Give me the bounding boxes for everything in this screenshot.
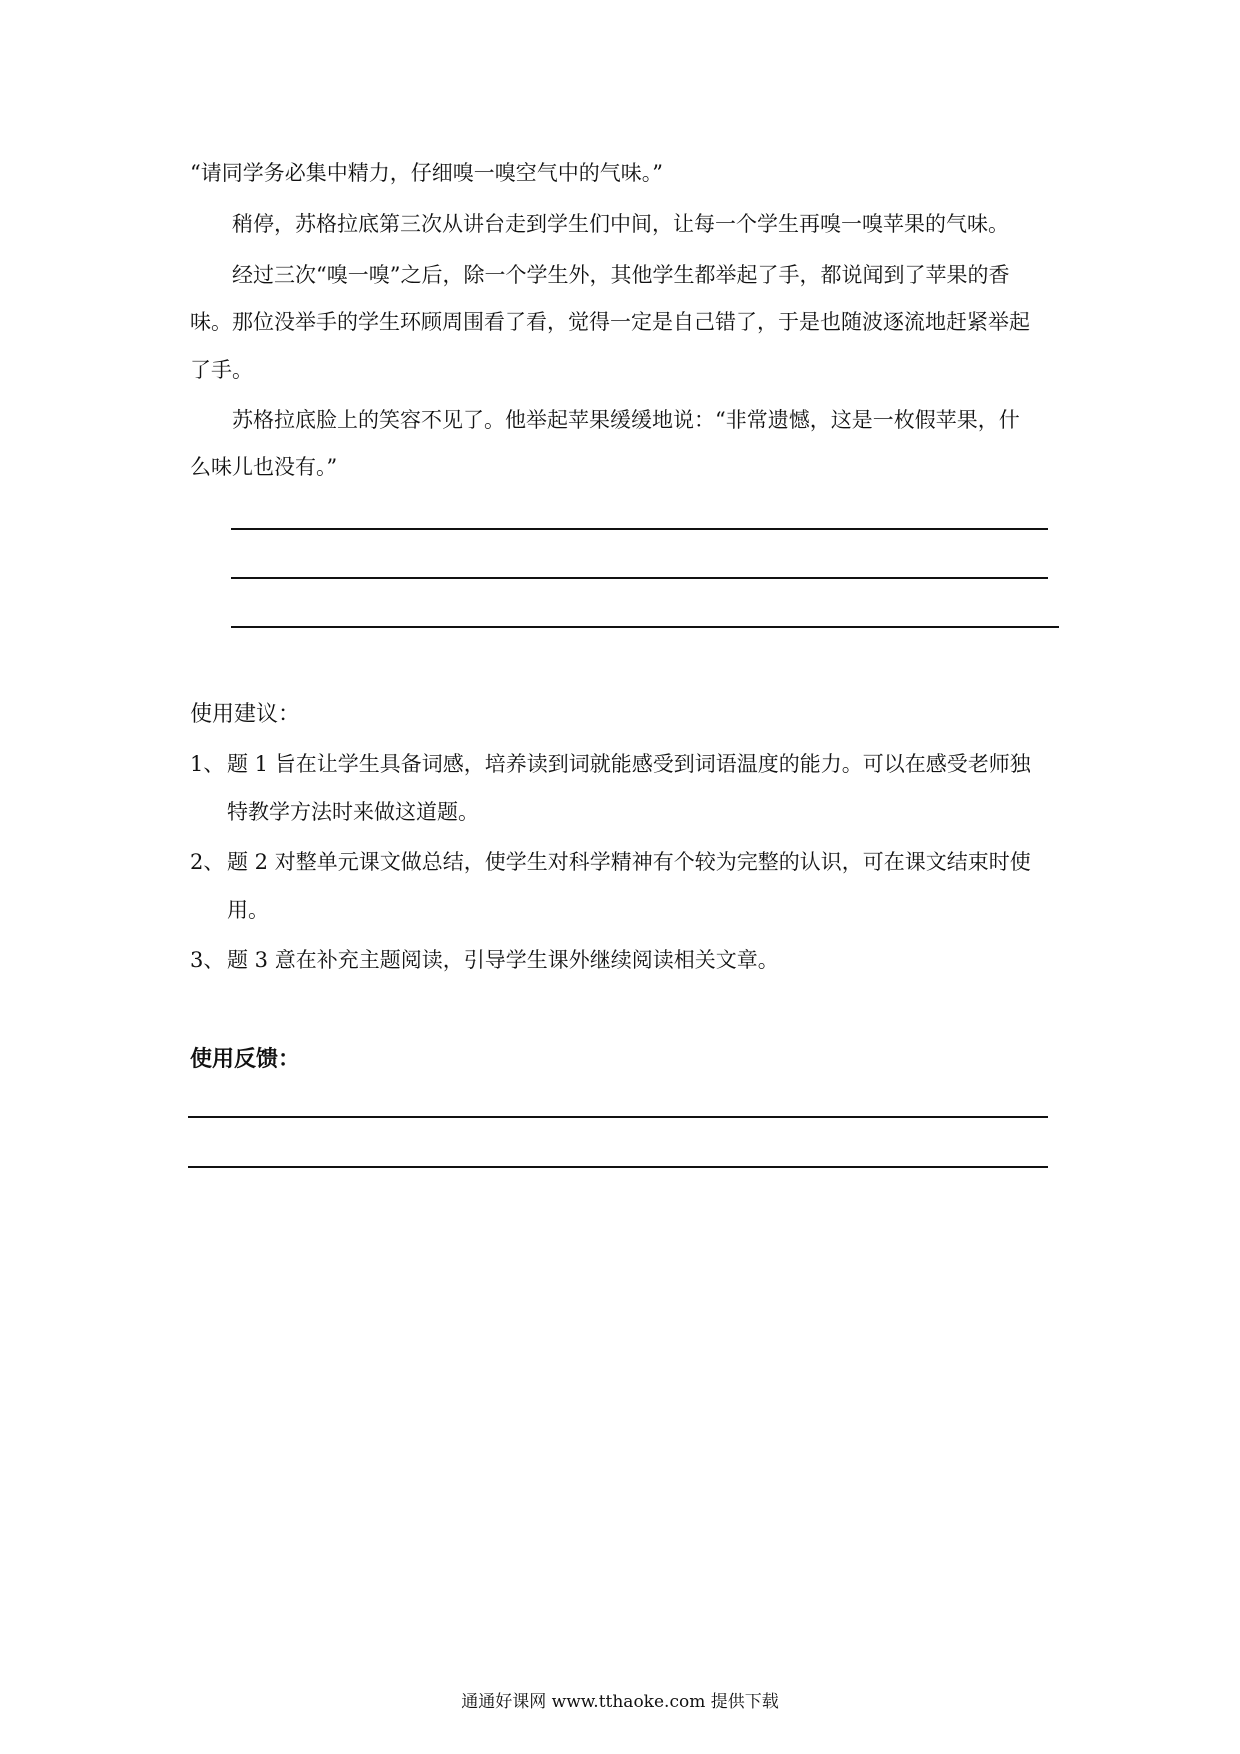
- passage-line-7: 么味儿也没有。”: [190, 455, 338, 479]
- suggestion-2-text: 题 2 对整单元课文做总结，使学生对科学精神有个较为完整的认识，可在课文结束时使: [227, 850, 1031, 874]
- feedback-line-1[interactable]: [188, 1116, 1048, 1118]
- passage-line-1: “请同学务必集中精力，仔细嗅一嗅空气中的气味。”: [190, 161, 663, 185]
- suggestion-3-text: 题 3 意在补充主题阅读，引导学生课外继续阅读相关文章。: [227, 948, 779, 972]
- answer-line-3[interactable]: [231, 626, 1059, 628]
- suggestions-heading: 使用建议：: [190, 702, 301, 727]
- passage-line-5: 了手。: [190, 358, 253, 382]
- footer-credit: 通通好课网 www.tthaoke.com 提供下载: [461, 1692, 779, 1712]
- suggestion-2-text-cont: 用。: [227, 898, 269, 922]
- answer-line-2[interactable]: [231, 577, 1048, 579]
- suggestion-1-number: 1、: [190, 752, 225, 776]
- suggestion-1-text: 题 1 旨在让学生具备词感，培养读到词就能感受到词语温度的能力。可以在感受老师独: [227, 752, 1031, 776]
- passage-line-6: 苏格拉底脸上的笑容不见了。他举起苹果缓缓地说：“非常遗憾，这是一枚假苹果，什: [232, 408, 1020, 432]
- passage-line-2: 稍停，苏格拉底第三次从讲台走到学生们中间，让每一个学生再嗅一嗅苹果的气味。: [232, 212, 1009, 236]
- passage-line-4: 味。那位没举手的学生环顾周围看了看，觉得一定是自己错了，于是也随波逐流地赶紧举起: [190, 310, 1030, 334]
- feedback-heading: 使用反馈：: [190, 1047, 301, 1072]
- suggestion-2-number: 2、: [190, 850, 225, 874]
- feedback-line-2[interactable]: [188, 1166, 1048, 1168]
- passage-line-3: 经过三次“嗅一嗅”之后，除一个学生外，其他学生都举起了手，都说闻到了苹果的香: [232, 263, 1010, 287]
- answer-line-1[interactable]: [231, 528, 1048, 530]
- suggestion-3-number: 3、: [190, 948, 225, 972]
- suggestion-1-text-cont: 特教学方法时来做这道题。: [227, 800, 479, 824]
